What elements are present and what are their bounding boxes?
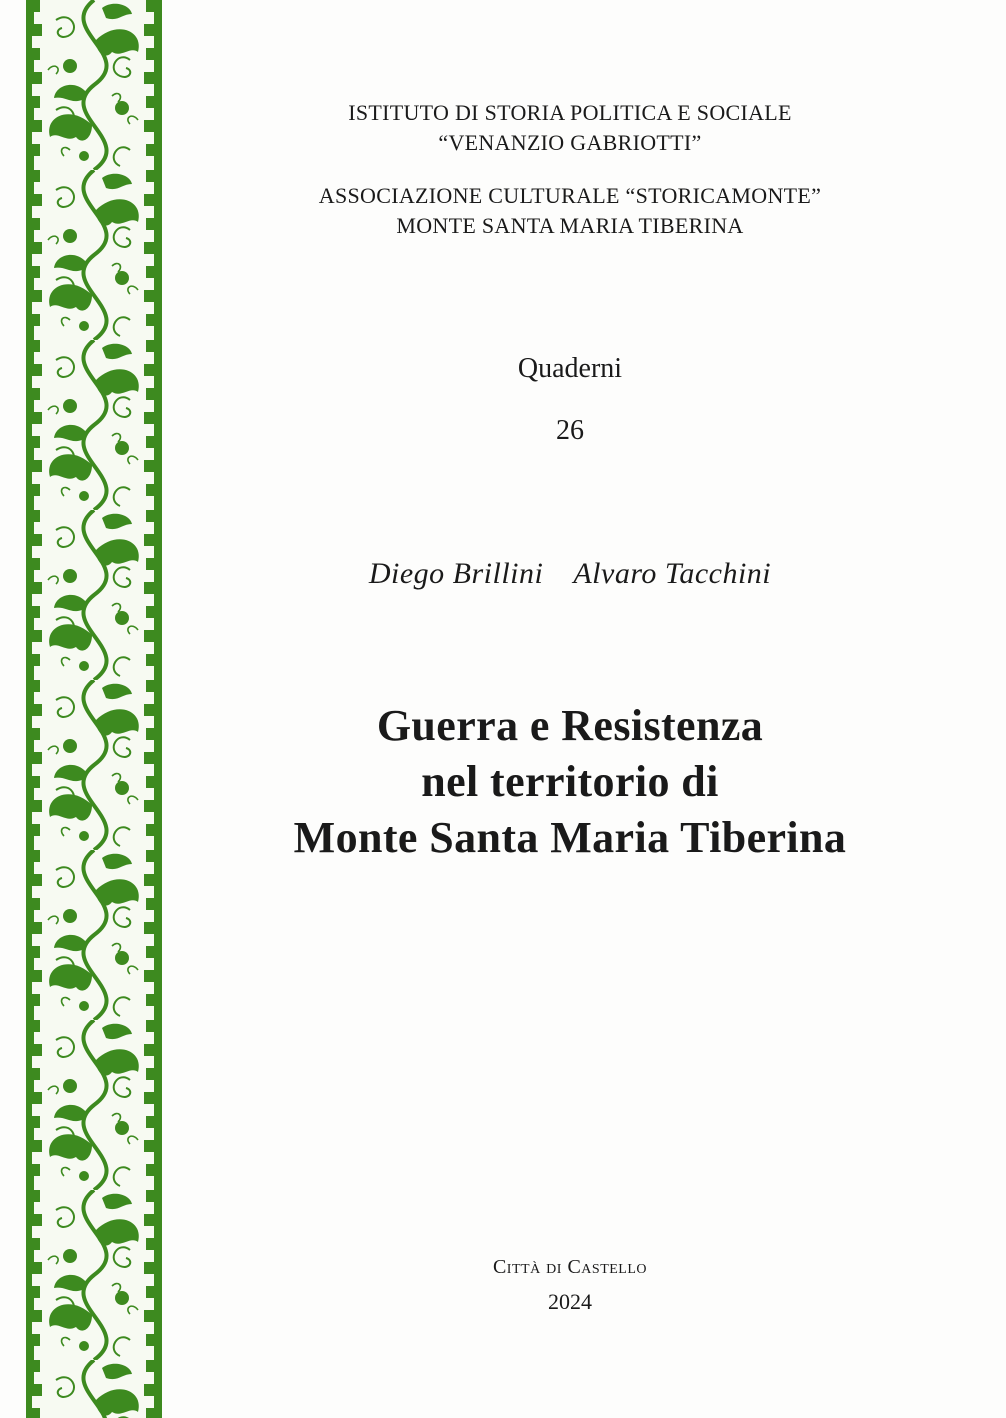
institute-name [230,98,910,158]
institute-line: ISTITUTO DI STORIA POLITICA E SOCIALE [348,100,792,125]
association-line: ASSOCIAZIONE CULTURALE “STORICAMONTE” [318,183,822,208]
book-title [230,698,910,866]
institute-line: “VENANZIO GABRIOTTI” [438,130,702,155]
association-name [230,181,910,241]
title-line: nel territorio di [421,757,719,806]
floral-border-pattern [26,0,162,1418]
author-name: Diego Brillini [368,557,544,590]
series-name: Quaderni [517,353,623,384]
publication-year: 2024 [548,1289,592,1314]
title-line: Guerra e Resistenza [376,701,764,750]
author-name: Alvaro Tacchini [573,557,772,590]
series-number: 26 [556,415,584,446]
title-line: Monte Santa Maria Tiberina [293,813,847,862]
publication-place: Città di Castello [492,1256,648,1278]
authors [230,556,910,592]
ornamental-border [26,0,162,1418]
association-line: MONTE SANTA MARIA TIBERINA [396,213,744,238]
